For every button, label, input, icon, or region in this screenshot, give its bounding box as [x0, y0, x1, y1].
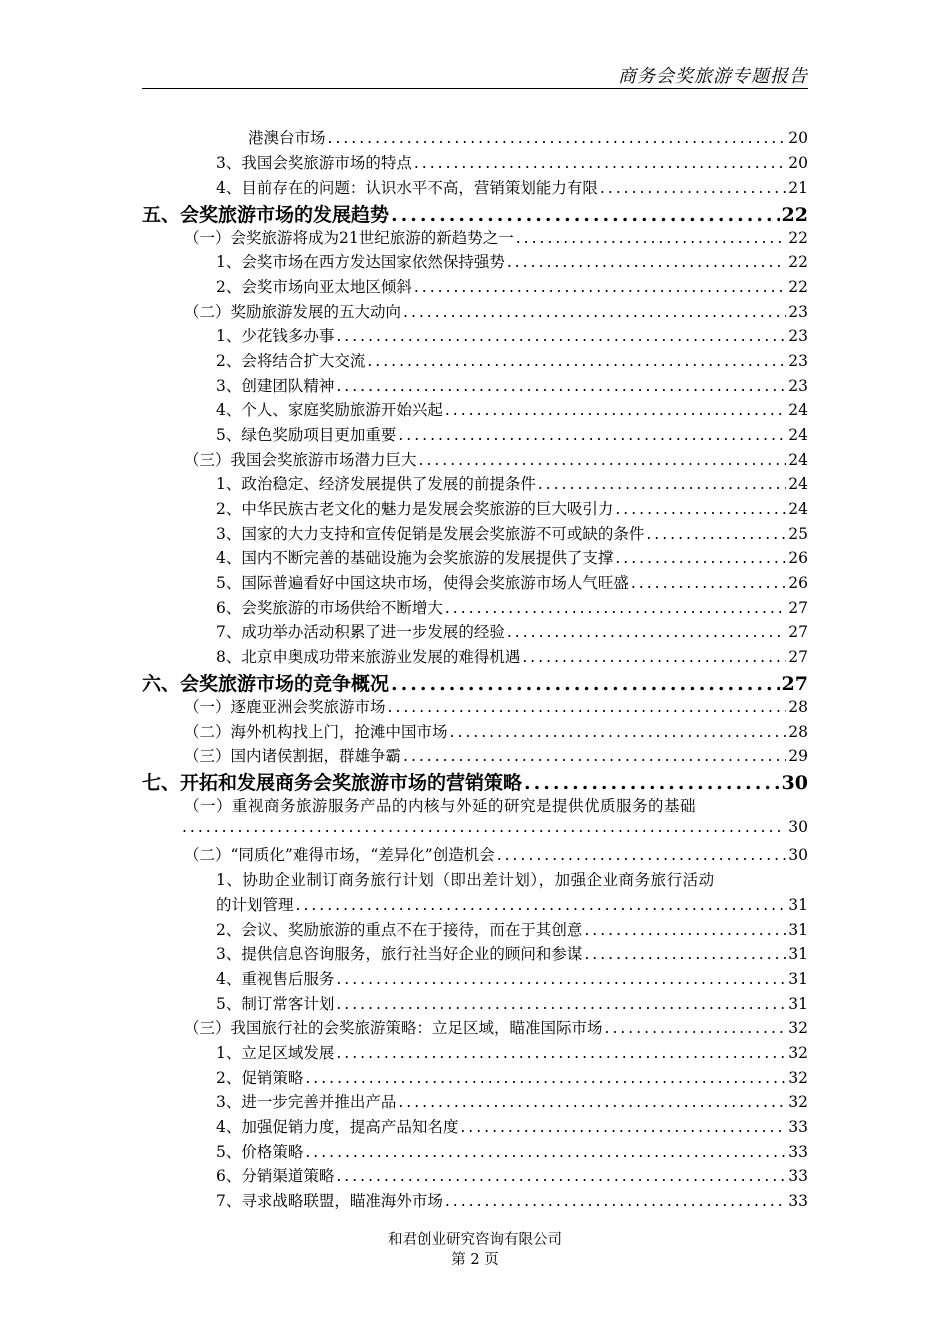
toc-entry-title: 5、国际普遍看好中国这块市场，使得会奖旅游市场人气旺盛	[216, 574, 629, 592]
toc-entry[interactable]	[216, 1041, 808, 1065]
toc-leader	[336, 970, 786, 988]
toc-entry-title: （三）我国旅行社的会奖旅游策略：立足区域，瞄准国际市场	[184, 1019, 603, 1037]
toc-entry[interactable]	[180, 818, 808, 842]
toc-leader	[646, 525, 786, 543]
toc-leader	[403, 747, 786, 765]
toc-entry[interactable]	[184, 226, 808, 250]
toc-entry[interactable]	[216, 942, 808, 966]
toc-entry[interactable]	[216, 645, 808, 669]
toc-entry-title: （二）奖励旅游发展的五大动向	[184, 303, 402, 321]
toc-page-number: 27	[788, 623, 808, 641]
toc-page-number: 24	[788, 401, 808, 419]
toc-page-number: 31	[788, 896, 808, 914]
toc-page-number: 32	[788, 1069, 808, 1087]
toc-entry-title: 3、进一步完善并推出产品	[216, 1093, 397, 1111]
toc-leader	[615, 500, 786, 518]
toc-entry[interactable]	[216, 893, 808, 917]
toc-page-number: 22	[788, 253, 808, 271]
toc-leader	[414, 278, 786, 296]
toc-entry[interactable]	[216, 374, 808, 398]
toc-page-number: 25	[788, 525, 808, 543]
toc-entry-title: 2、会奖市场向亚太地区倾斜	[216, 278, 412, 296]
toc-entry[interactable]	[216, 398, 808, 422]
toc-entry-title[interactable]: 1、协助企业制订商务旅行计划（即出差计划），加强企业商务旅行活动	[216, 871, 715, 889]
toc-entry[interactable]	[216, 1066, 808, 1090]
toc-page-number: 32	[788, 1019, 808, 1037]
toc-leader	[497, 846, 787, 864]
toc-leader	[600, 179, 786, 197]
toc-page-number: 26	[788, 574, 808, 592]
toc-entry[interactable]	[216, 1140, 808, 1164]
toc-leader	[419, 451, 787, 469]
toc-leader	[388, 698, 787, 716]
toc-page-number: 23	[788, 352, 808, 370]
toc-entry[interactable]	[216, 992, 808, 1016]
toc-leader	[403, 303, 786, 321]
toc-entry-title: 5、绿色奖励项目更加重要	[216, 426, 397, 444]
toc-leader	[296, 896, 787, 914]
toc-entry[interactable]	[216, 1090, 808, 1114]
toc-entry[interactable]	[216, 497, 808, 521]
toc-page-number: 24	[788, 475, 808, 493]
toc-entry-title: 六、会奖旅游市场的竞争概况	[142, 673, 390, 695]
toc-entry[interactable]	[216, 620, 808, 644]
toc-leader	[507, 253, 786, 271]
toc-leader	[305, 1143, 786, 1161]
toc-entry[interactable]	[184, 744, 808, 768]
toc-entry-title: 4、重视售后服务	[216, 970, 335, 988]
toc-leader	[584, 921, 786, 939]
toc-entry[interactable]	[216, 596, 808, 620]
toc-entry-title: 4、加强促销力度，提高产品知名度	[216, 1118, 459, 1136]
toc-page-number: 31	[788, 945, 808, 963]
toc-leader	[305, 1069, 786, 1087]
toc-entry[interactable]	[216, 1189, 808, 1213]
toc-entry[interactable]	[216, 1164, 808, 1188]
toc-entry-title: 五、会奖旅游市场的发展趋势	[142, 204, 390, 226]
toc-leader	[584, 945, 786, 963]
toc-page-number: 21	[788, 179, 808, 197]
toc-entry[interactable]	[216, 275, 808, 299]
toc-leader	[336, 1167, 786, 1185]
toc-entry-title: 3、我国会奖旅游市场的特点	[216, 154, 412, 172]
toc-entry-title: 2、中华民族古老文化的魅力是发展会奖旅游的巨大吸引力	[216, 500, 614, 518]
toc-entry-title: 2、促销策略	[216, 1069, 304, 1087]
toc-page-number: 29	[788, 747, 808, 765]
toc-entry-title: 1、政治稳定、经济发展提供了发展的前提条件	[216, 475, 536, 493]
toc-page-number: 28	[788, 723, 808, 741]
toc-entry-title: 7、成功举办活动积累了进一步发展的经验	[216, 623, 505, 641]
toc-page-number: 31	[788, 970, 808, 988]
toc-entry-title: 6、分销渠道策略	[216, 1167, 335, 1185]
header-title: 商务会奖旅游专题报告	[618, 66, 808, 87]
toc-page-number: 27	[788, 648, 808, 666]
toc-page-number: 28	[788, 698, 808, 716]
toc-leader	[516, 229, 787, 247]
toc-page-number: 30	[788, 846, 808, 864]
toc-page-number: 33	[788, 1118, 808, 1136]
toc-leader	[445, 401, 786, 419]
toc-page-number: 30	[781, 772, 808, 794]
toc-entry[interactable]	[216, 349, 808, 373]
toc-entry-title: （二）海外机构找上门，抢滩中国市场	[184, 723, 448, 741]
toc-entry[interactable]	[216, 151, 808, 175]
toc-entry-title: 2、会将结合扩大交流	[216, 352, 366, 370]
toc-entry-title[interactable]: （一）重视商务旅游服务产品的内核与外延的研究是提供优质服务的基础	[184, 797, 697, 815]
toc-page-number: 33	[788, 1143, 808, 1161]
toc-entry-title: （三）国内诸侯割据，群雄争霸	[184, 747, 402, 765]
toc-entry-title: 6、会奖旅游的市场供给不断增大	[216, 599, 443, 617]
toc-chapter[interactable]	[142, 669, 808, 695]
toc-entry-title: 3、创建团队精神	[216, 377, 335, 395]
toc-page-number: 22	[781, 204, 808, 226]
toc-leader	[445, 1192, 786, 1210]
toc-entry[interactable]	[184, 720, 808, 744]
toc-leader	[398, 1093, 786, 1111]
toc-page-number: 22	[788, 278, 808, 296]
toc-entry-title: 5、制订常客计划	[216, 995, 335, 1013]
toc-entry[interactable]	[184, 695, 808, 719]
toc-page-number: 27	[781, 673, 808, 695]
toc-entry-title: （二）“同质化”难得市场，“差异化”创造机会	[184, 846, 495, 864]
toc-entry[interactable]	[216, 571, 808, 595]
toc-leader	[445, 599, 786, 617]
footer-page-number: 第 2 页	[451, 1252, 499, 1268]
toc-entry[interactable]	[216, 1115, 808, 1139]
toc-leader	[336, 377, 786, 395]
toc-leader	[336, 327, 786, 345]
toc-entry-title: 七、开拓和发展商务会奖旅游市场的营销策略	[142, 772, 523, 794]
toc-page-number: 27	[788, 599, 808, 617]
toc-leader	[328, 129, 787, 147]
toc-entry-title: 2、会议、奖励旅游的重点不在于接待，而在于其创意	[216, 921, 583, 939]
toc-leader	[538, 475, 786, 493]
toc-leader	[631, 574, 786, 592]
toc-leader	[398, 426, 786, 444]
toc-page-number: 20	[788, 129, 808, 147]
toc-page-number: 31	[788, 921, 808, 939]
toc-leader	[615, 549, 786, 567]
toc-page-number: 33	[788, 1192, 808, 1210]
toc-entry-title: 1、立足区域发展	[216, 1044, 335, 1062]
toc-entry[interactable]	[184, 300, 808, 324]
toc-page-number: 24	[788, 500, 808, 518]
toc-leader	[336, 995, 786, 1013]
toc-entry-title: 4、目前存在的问题：认识水平不高，营销策划能力有限	[216, 179, 598, 197]
toc-entry-title: 4、国内不断完善的基础设施为会奖旅游的发展提供了支撑	[216, 549, 614, 567]
toc-leader	[524, 772, 780, 794]
toc-leader	[460, 1118, 786, 1136]
toc-page-number: 30	[788, 818, 808, 836]
toc-entry-title: （一）逐鹿亚洲会奖旅游市场	[184, 698, 386, 716]
toc-page-number: 32	[788, 1044, 808, 1062]
toc-entry-title: 1、少花钱多办事	[216, 327, 335, 345]
toc-page-number: 24	[788, 451, 808, 469]
toc-entry[interactable]	[216, 918, 808, 942]
toc-entry-title: 7、寻求战略联盟，瞄准海外市场	[216, 1192, 443, 1210]
toc-page-number: 26	[788, 549, 808, 567]
toc-entry-title: 8、北京申奥成功带来旅游业发展的难得机遇	[216, 648, 521, 666]
toc-page-number: 31	[788, 995, 808, 1013]
toc-entry[interactable]	[216, 324, 808, 348]
toc-page-number: 33	[788, 1167, 808, 1185]
toc-entry[interactable]	[248, 126, 808, 150]
toc-page-number: 20	[788, 154, 808, 172]
toc-entry-title: 4、个人、家庭奖励旅游开始兴起	[216, 401, 443, 419]
toc-entry[interactable]	[184, 448, 808, 472]
toc-leader	[336, 1044, 786, 1062]
toc-leader	[367, 352, 786, 370]
toc-leader	[522, 648, 786, 666]
toc-leader	[507, 623, 786, 641]
toc-leader	[450, 723, 787, 741]
toc-chapter[interactable]	[142, 768, 808, 794]
toc-leader	[414, 154, 786, 172]
toc-entry[interactable]	[184, 1016, 808, 1040]
toc-entry[interactable]	[216, 967, 808, 991]
toc-entry[interactable]	[216, 250, 808, 274]
toc-leader	[605, 1019, 787, 1037]
toc-entry[interactable]	[184, 843, 808, 867]
toc-entry-title: （一）会奖旅游将成为21世纪旅游的新趋势之一	[184, 229, 514, 247]
footer-company: 和君创业研究咨询有限公司	[388, 1232, 562, 1248]
toc-leader	[391, 673, 780, 695]
toc-page-number: 23	[788, 377, 808, 395]
toc-entry-title: （三）我国会奖旅游市场潜力巨大	[184, 451, 417, 469]
toc-entry-title: 5、价格策略	[216, 1143, 304, 1161]
toc-entry-title: 3、国家的大力支持和宣传促销是发展会奖旅游不可或缺的条件	[216, 525, 645, 543]
toc-entry[interactable]	[216, 546, 808, 570]
toc-entry-title: 1、会奖市场在西方发达国家依然保持强势	[216, 253, 505, 271]
toc-page-number: 23	[788, 327, 808, 345]
toc-leader	[391, 204, 780, 226]
toc-page-number: 22	[788, 229, 808, 247]
toc-entry[interactable]	[216, 472, 808, 496]
toc-entry[interactable]	[216, 522, 808, 546]
toc-entry-title: 3、提供信息咨询服务，旅行社当好企业的顾问和参谋	[216, 945, 583, 963]
toc-page-number: 23	[788, 303, 808, 321]
toc-entry[interactable]	[216, 423, 808, 447]
toc-entry[interactable]	[216, 176, 808, 200]
header-divider	[142, 88, 808, 89]
toc-leader	[182, 818, 786, 836]
toc-entry-title: 的计划管理	[216, 896, 294, 914]
toc-entry-title: 港澳台市场	[248, 129, 326, 147]
toc-page-number: 24	[788, 426, 808, 444]
toc-chapter[interactable]	[142, 200, 808, 226]
toc-page-number: 32	[788, 1093, 808, 1111]
